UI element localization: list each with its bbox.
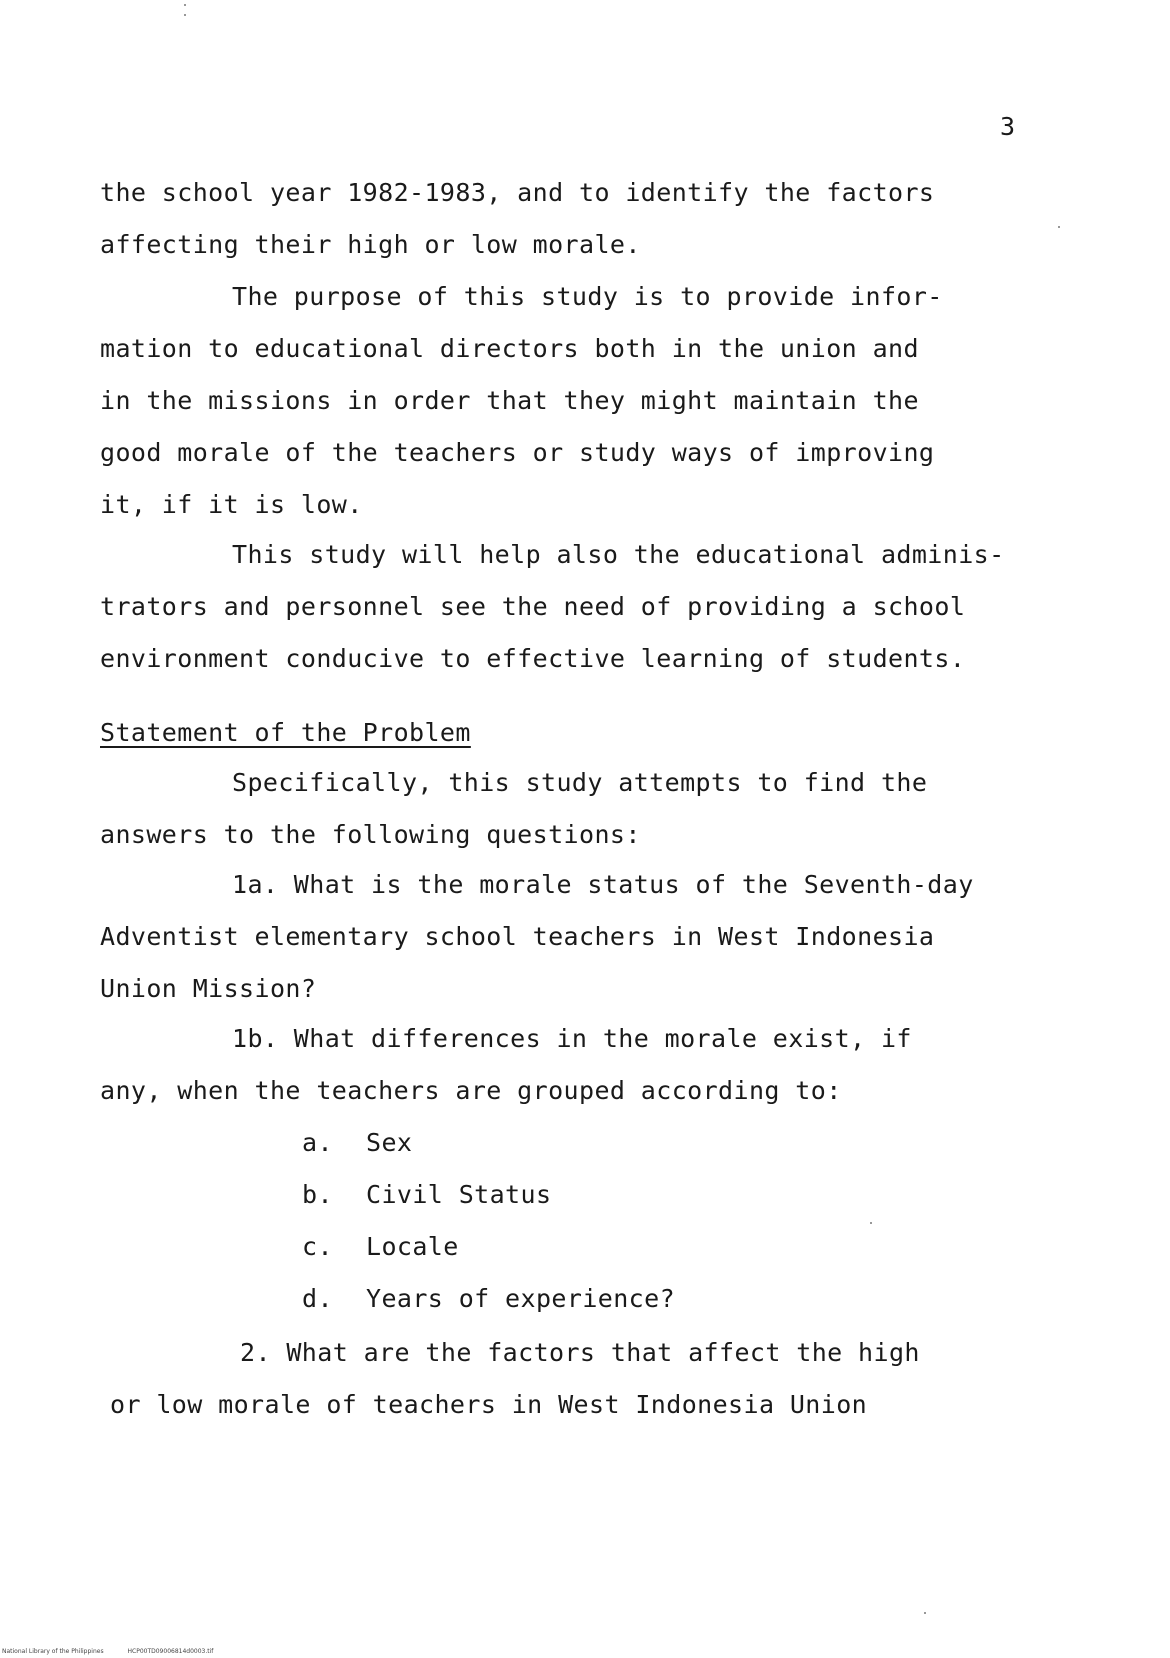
scan-speck: [184, 14, 186, 16]
body-line: the school year 1982-1983, and to identify the factors: [100, 178, 935, 207]
list-item-letter: a.: [302, 1128, 333, 1157]
body-line: 2. What are the factors that affect the high: [240, 1338, 920, 1367]
body-line: in the missions in order that they might maintain the: [100, 386, 919, 415]
body-line: it, if it is low.: [100, 490, 363, 519]
section-heading: Statement of the Problem: [100, 718, 471, 747]
page-number: 3: [1000, 112, 1016, 141]
body-line: affecting their high or low morale.: [100, 230, 641, 259]
scan-speck: [924, 1612, 926, 1614]
body-line: 1b. What differences in the morale exist, if: [232, 1024, 912, 1053]
body-line: answers to the following questions:: [100, 820, 641, 849]
list-item: Civil Status: [366, 1180, 552, 1209]
scan-speck: [1058, 226, 1060, 228]
scan-footer: [2, 1648, 235, 1655]
list-item: Sex: [366, 1128, 413, 1157]
list-item-letter: c.: [302, 1232, 333, 1261]
scan-speck: [870, 1222, 872, 1224]
body-line: mation to educational directors both in the union and: [100, 334, 919, 363]
list-item-letter: d.: [302, 1284, 333, 1313]
footer-file-id: HCP00TD09006814d0003.tif: [127, 1648, 214, 1655]
body-line: environment conducive to effective learning of students.: [100, 644, 966, 673]
body-line: 1a. What is the morale status of the Seventh-day: [232, 870, 974, 899]
body-line: any, when the teachers are grouped according to:: [100, 1076, 842, 1105]
body-line: or low morale of teachers in West Indonesia Union: [110, 1390, 868, 1419]
body-line: good morale of the teachers or study ways of improving: [100, 438, 935, 467]
scan-speck: [184, 4, 186, 6]
footer-library: National Library of the Philippines: [2, 1648, 104, 1655]
list-item: Locale: [366, 1232, 459, 1261]
body-line: Union Mission?: [100, 974, 317, 1003]
body-line: Adventist elementary school teachers in West Indonesia: [100, 922, 935, 951]
body-line: The purpose of this study is to provide infor-: [232, 282, 943, 311]
body-line: trators and personnel see the need of providing a school: [100, 592, 966, 621]
list-item-letter: b.: [302, 1180, 333, 1209]
body-line: Specifically, this study attempts to find the: [232, 768, 928, 797]
body-line: This study will help also the educational adminis-: [232, 540, 1005, 569]
list-item: Years of experience?: [366, 1284, 676, 1313]
